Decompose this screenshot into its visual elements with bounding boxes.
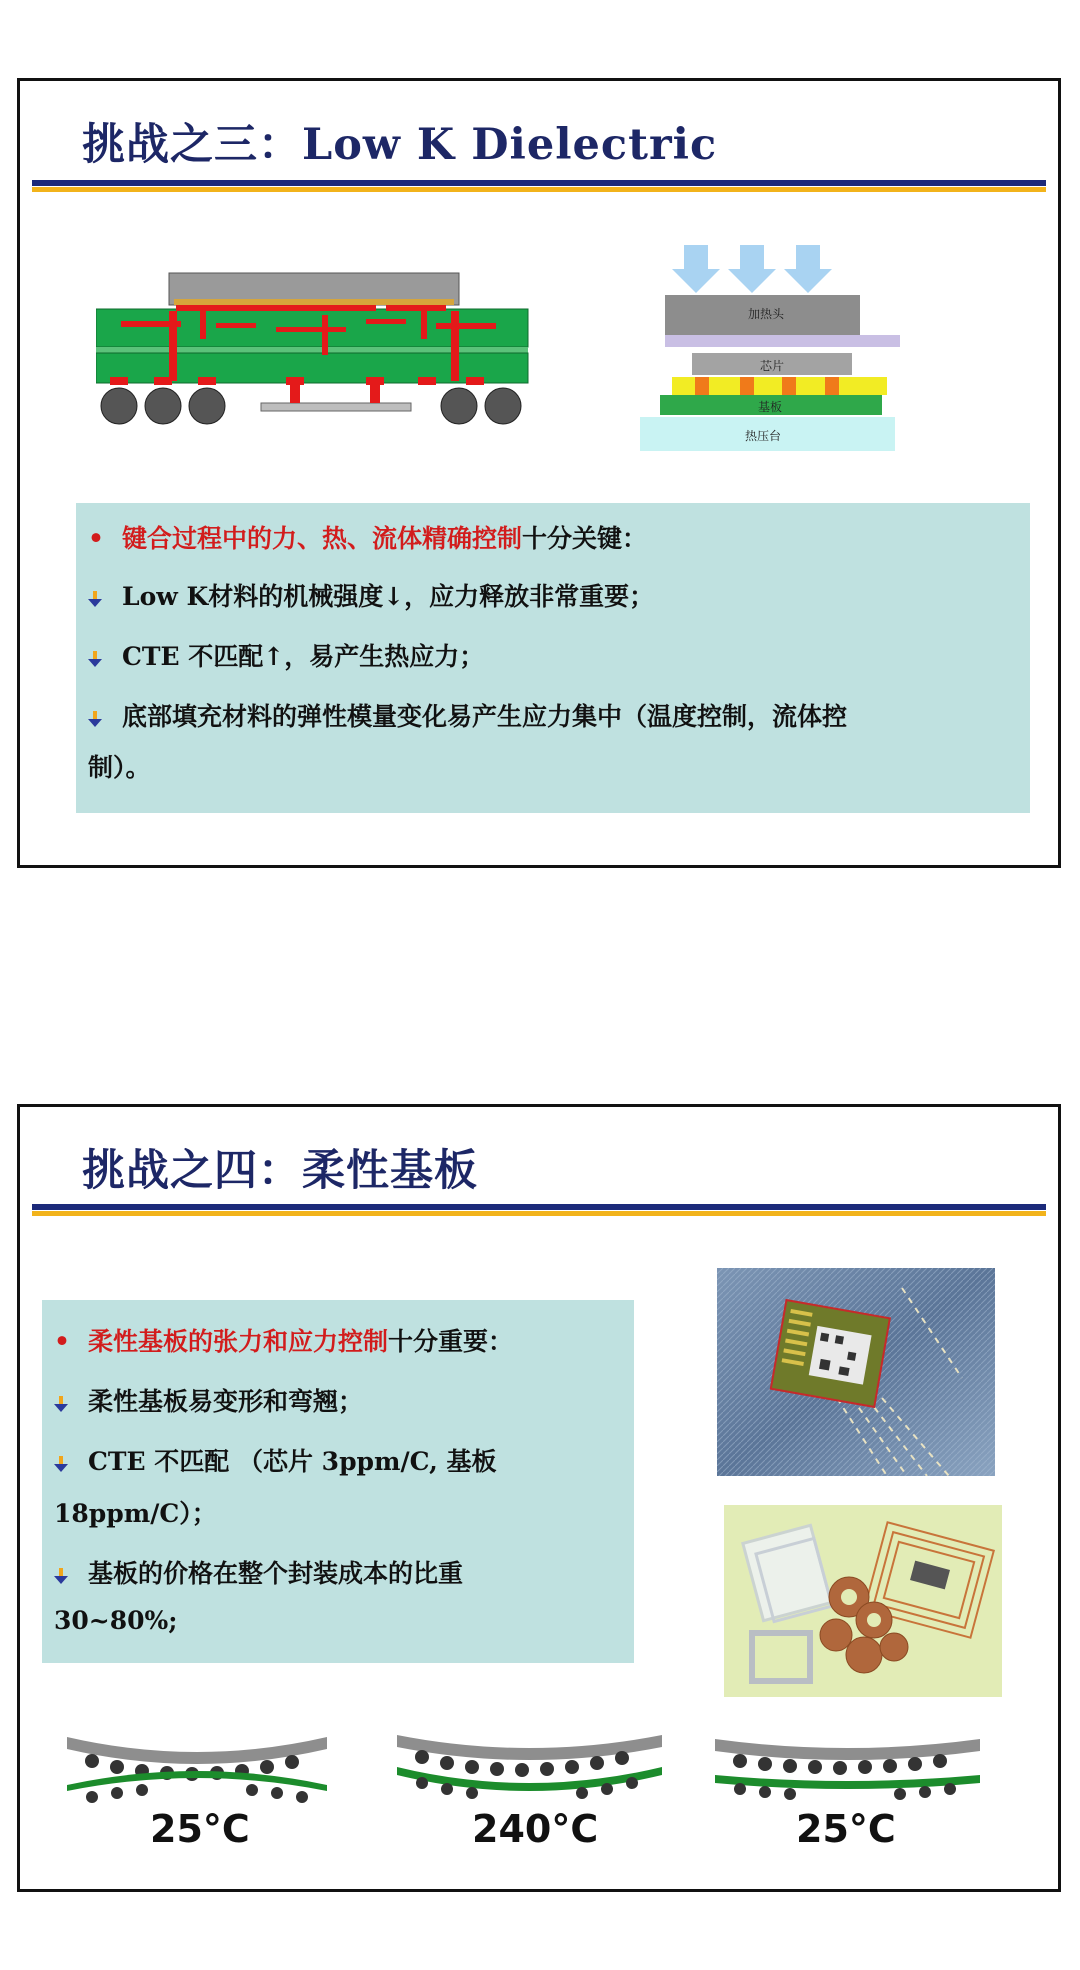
heater-head-label: 加热头 xyxy=(748,307,785,321)
rfid-tags-photo xyxy=(724,1505,1002,1697)
bullet-continuation: 制）。 xyxy=(88,753,151,782)
hot-stage-label: 热压台 xyxy=(745,429,782,443)
down-arrow-bullet-icon xyxy=(54,1561,88,1590)
temperature-label: 25°C xyxy=(150,1807,250,1851)
bullet-dot-icon: • xyxy=(88,524,104,553)
down-arrow-bullet-icon xyxy=(54,1449,88,1478)
title-rule-blue xyxy=(32,1204,1046,1210)
bullet-line: • 键合过程中的力、热、流体精确控制十分关键： xyxy=(88,524,648,553)
down-arrow-bullet-icon xyxy=(88,704,122,733)
bullet-line: CTE 不匹配 （芯片 3ppm/C, 基板 xyxy=(54,1442,496,1478)
down-arrow-bullet-icon xyxy=(88,584,122,613)
title-rule-yellow xyxy=(32,1211,1046,1216)
bullet-continuation: 30~80%; xyxy=(54,1606,178,1635)
thermo-compression-diagram xyxy=(640,245,900,455)
slide-title: 挑战之四：柔性基板 xyxy=(82,1146,478,1196)
down-arrow-bullet-icon xyxy=(54,1389,88,1418)
chip-label: 芯片 xyxy=(760,359,785,373)
bullet-line: 基板的价格在整个封装成本的比重 xyxy=(54,1554,463,1590)
package-cross-section-figure xyxy=(96,271,536,451)
bullet-line: 柔性基板易变形和弯翘； xyxy=(54,1382,363,1418)
bullet-line: CTE 不匹配↑，易产生热应力； xyxy=(88,637,484,673)
slide-flexible-substrate xyxy=(17,1104,1061,1892)
bullet-line: • 柔性基板的张力和应力控制十分重要： xyxy=(54,1327,514,1356)
flex-text-box xyxy=(42,1300,634,1663)
bullet-continuation: 18ppm/C）； xyxy=(54,1499,217,1528)
title-rule-yellow xyxy=(32,187,1046,192)
substrate-label: 基板 xyxy=(758,400,783,414)
bullet-dot-icon: • xyxy=(54,1327,70,1356)
bullet-line: Low K材料的机械强度↓，应力释放非常重要； xyxy=(88,577,654,613)
bullet-line: 底部填充材料的弹性模量变化易产生应力集中（温度控制，流体控 xyxy=(88,697,847,733)
down-arrow-bullet-icon xyxy=(88,644,122,673)
title-rule-blue xyxy=(32,180,1046,186)
slide-low-k xyxy=(17,78,1061,868)
temperature-label: 240°C xyxy=(472,1807,599,1851)
temperature-label: 25°C xyxy=(796,1807,896,1851)
slide-title: 挑战之三：Low K Dielectric xyxy=(82,120,718,170)
low-k-text-box xyxy=(76,503,1030,813)
flexible-chip-on-fabric-photo xyxy=(717,1268,995,1476)
